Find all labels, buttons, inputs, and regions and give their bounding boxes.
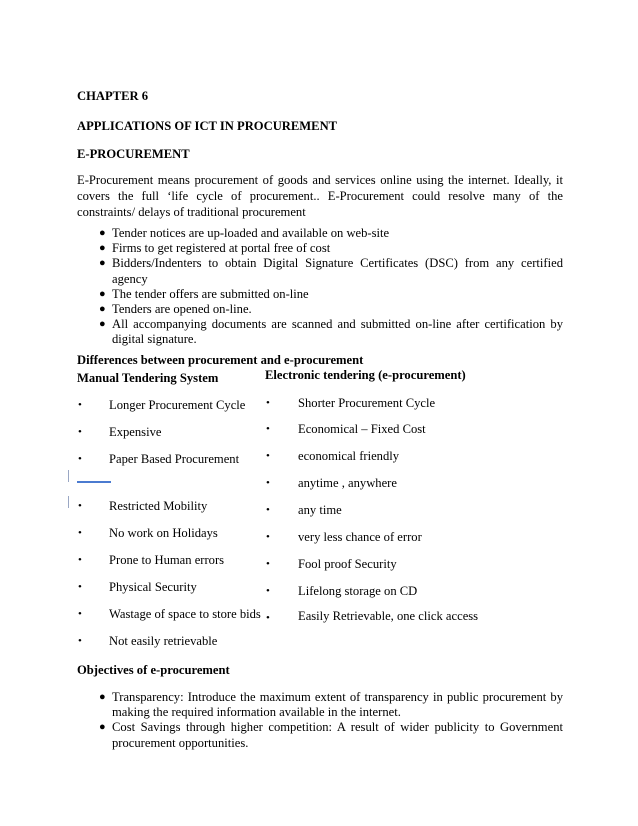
- bullet-icon: •: [266, 558, 270, 570]
- electronic-item: Shorter Procurement Cycle: [298, 396, 436, 410]
- bullet-icon: •: [266, 585, 270, 597]
- list-item: ● Tender notices are up-loaded and available on web-site: [99, 226, 390, 240]
- margin-mark: [68, 470, 69, 482]
- objectives-list: [99, 690, 563, 751]
- bullet-icon: •: [266, 450, 270, 462]
- list-item: ● Bidders/Indenters to obtain Digital Signature Certificates (DSC) from any certified agency: [99, 256, 563, 286]
- bullet-icon: •: [78, 500, 82, 512]
- bullet-icon: ●: [99, 691, 106, 703]
- bullet-icon: ●: [99, 257, 106, 270]
- bullet-icon: •: [266, 397, 270, 409]
- manual-item: Expensive: [109, 425, 162, 439]
- bullet-icon: •: [78, 635, 82, 647]
- list-item: ● The tender offers are submitted on-line: [99, 286, 309, 301]
- bullet-icon: ●: [99, 287, 106, 300]
- list-item: ● Transparency: Introduce the maximum extent of transparency in public procurement by making the required information available in the internet.: [99, 690, 563, 720]
- manual-item: Longer Procurement Cycle: [109, 398, 246, 412]
- bullet-icon: •: [78, 426, 82, 438]
- electronic-item: anytime , anywhere: [298, 476, 397, 490]
- electronic-item: Lifelong storage on CD: [298, 584, 418, 598]
- underline-mark: [77, 481, 111, 483]
- margin-mark: [68, 496, 69, 508]
- electronic-item: Fool proof Security: [298, 557, 397, 571]
- manual-item: Prone to Human errors: [109, 553, 225, 567]
- bullet-icon: •: [266, 477, 270, 489]
- bullet-icon: •: [78, 527, 82, 539]
- bullet-icon: •: [78, 554, 82, 566]
- electronic-item: economical friendly: [298, 449, 400, 463]
- bullet-icon: •: [78, 608, 82, 620]
- manual-item: Not easily retrievable: [109, 634, 218, 648]
- objectives-heading: Objectives of e-procurement: [77, 663, 230, 677]
- bullet-icon: •: [78, 453, 82, 465]
- manual-heading: Manual Tendering System: [77, 371, 219, 385]
- list-item: ● Cost Savings through higher competition: A result of wider publicity to Government procurement opportunities.: [99, 720, 563, 750]
- list-item: ● Tenders are opened on-line.: [99, 302, 252, 317]
- bullet-icon: •: [266, 612, 270, 624]
- page-title: APPLICATIONS OF ICT IN PROCUREMENT: [77, 119, 338, 133]
- manual-item: Wastage of space to store bids: [109, 607, 261, 621]
- electronic-item: Economical – Fixed Cost: [298, 422, 426, 436]
- electronic-item: very less chance of error: [298, 530, 422, 544]
- bullet-icon: ●: [99, 242, 106, 255]
- benefits-list: [99, 226, 563, 348]
- bullet-icon: ●: [99, 227, 106, 239]
- list-item: ● Firms to get registered at portal free of cost: [99, 241, 331, 256]
- intro-paragraph: E-Procurement means procurement of goods and services online using the internet. Ideally, it covers the full ‘life cycle of procurement.. E-Procurement could resolve many of the constraints/ delays of traditional procurement: [77, 173, 563, 220]
- list-item: ● All accompanying documents are scanned and submitted on-line after certification by digital signature.: [99, 317, 563, 347]
- electronic-heading: Electronic tendering (e-procurement): [265, 368, 466, 382]
- section-heading: E-PROCUREMENT: [77, 147, 190, 161]
- bullet-icon: ●: [99, 303, 106, 316]
- manual-item: No work on Holidays: [109, 526, 218, 540]
- bullet-icon: •: [78, 399, 82, 411]
- bullet-icon: •: [266, 504, 270, 516]
- bullet-icon: ●: [99, 318, 106, 331]
- manual-item: Restricted Mobility: [109, 499, 208, 513]
- manual-item: Paper Based Procurement: [109, 452, 240, 466]
- bullet-icon: ●: [99, 721, 106, 734]
- chapter-label: CHAPTER 6: [77, 89, 149, 103]
- bullet-icon: •: [78, 581, 82, 593]
- electronic-item: any time: [298, 503, 342, 517]
- bullet-icon: •: [266, 423, 270, 435]
- manual-item: Physical Security: [109, 580, 197, 594]
- electronic-item: Easily Retrievable, one click access: [298, 609, 479, 623]
- bullet-icon: •: [266, 531, 270, 543]
- differences-heading: Differences between procurement and e-procurement: [77, 353, 364, 367]
